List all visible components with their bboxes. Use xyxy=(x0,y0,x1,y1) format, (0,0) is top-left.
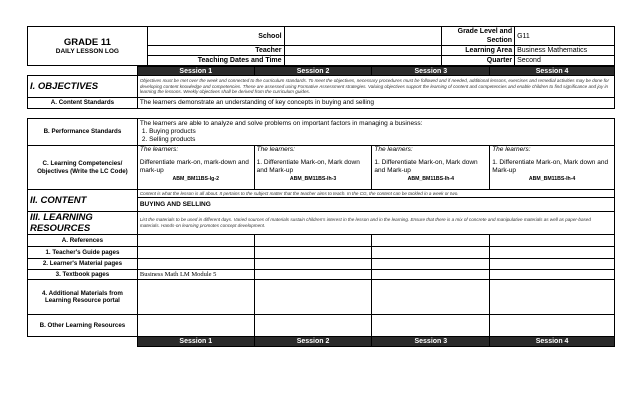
competency-session-2[interactable] xyxy=(254,146,372,190)
textbook-cell[interactable] xyxy=(254,270,372,280)
school-field[interactable] xyxy=(284,27,442,46)
content-standards-row xyxy=(28,98,615,109)
teachers-guide-cell[interactable] xyxy=(137,247,254,259)
competencies-label: C. Learning Competencies/ Objectives (Write the LC Code) xyxy=(28,146,138,190)
content-note: Content is what the lesson is all about. It pertains to the subject matter that the teacher aims to teach. In the CG, the content can be tackled in a week or two. xyxy=(137,190,614,198)
session-3-header: Session 3 xyxy=(372,67,490,76)
objectives-row xyxy=(28,76,615,98)
competency-code: ABM_BM11BS-Ih-3 xyxy=(289,176,337,182)
content-heading: II. CONTENT xyxy=(28,190,138,212)
competency-text: 1. Differentiate Mark-on, Mark down and Mark-up xyxy=(256,159,360,174)
competencies-row xyxy=(28,146,615,190)
content-value[interactable]: BUYING AND SELLING xyxy=(137,198,614,212)
teacher-field[interactable] xyxy=(284,46,442,56)
competency-lead: The learners: xyxy=(374,146,413,153)
session-2-footer: Session 2 xyxy=(254,337,372,347)
lesson-log-table xyxy=(27,66,615,347)
session-header-row-top xyxy=(28,67,615,76)
learners-material-cell[interactable] xyxy=(490,259,615,270)
log-title: DAILY LESSON LOG xyxy=(55,47,119,55)
content-standards-value[interactable]: The learners demonstrate an understanding of key concepts in buying and selling xyxy=(137,98,614,109)
learners-material-cell[interactable] xyxy=(372,259,490,270)
references-cell[interactable] xyxy=(490,235,615,247)
content-standards-label: A. Content Standards xyxy=(28,98,138,109)
additional-materials-cell[interactable] xyxy=(254,280,372,315)
resources-note: List the materials to be used in different days. Varied sources of materials sustain children's interest in the lesson and in the learning. Ensure that there is a mix of concrete and manipulative materials as well as paper-based materials. Hands-on learning promotes concept development. xyxy=(137,212,614,235)
other-resources-cell[interactable] xyxy=(372,315,490,337)
grade-cell xyxy=(28,27,148,66)
competency-text: Differentiate mark-on, mark-down and mark-up xyxy=(139,159,249,174)
other-resources-label: B. Other Learning Resources xyxy=(28,315,138,337)
header-table xyxy=(27,26,615,66)
learning-area-label: Learning Area xyxy=(442,46,515,56)
dates-field[interactable] xyxy=(284,56,442,66)
performance-item-2: 2. Selling products xyxy=(141,136,196,143)
session-2-header: Session 2 xyxy=(254,67,372,76)
teacher-label: Teacher xyxy=(147,46,284,56)
learners-material-label: 2. Learner's Material pages xyxy=(28,259,138,270)
references-row xyxy=(28,235,615,247)
other-resources-row xyxy=(28,315,615,337)
references-label: A. References xyxy=(28,235,138,247)
content-row xyxy=(28,190,615,198)
competency-session-3[interactable] xyxy=(372,146,490,190)
other-resources-cell[interactable] xyxy=(254,315,372,337)
other-resources-cell[interactable] xyxy=(490,315,615,337)
performance-standards-value[interactable] xyxy=(137,119,614,146)
dates-label: Teaching Dates and Time xyxy=(147,56,284,66)
resources-row xyxy=(28,212,615,235)
competency-lead: The learners: xyxy=(492,146,531,153)
session-4-header: Session 4 xyxy=(490,67,615,76)
other-resources-cell[interactable] xyxy=(137,315,254,337)
additional-materials-label: 4. Additional Materials from Learning Resource portal xyxy=(28,280,138,315)
session-1-footer: Session 1 xyxy=(137,337,254,347)
performance-standards-row xyxy=(28,119,615,146)
textbook-cell[interactable] xyxy=(490,270,615,280)
grade-level-label: Grade Level and Section xyxy=(442,27,515,46)
teachers-guide-cell[interactable] xyxy=(254,247,372,259)
textbook-row xyxy=(28,270,615,280)
spacer-row xyxy=(28,109,615,119)
competency-session-4[interactable] xyxy=(490,146,615,190)
additional-materials-cell[interactable] xyxy=(490,280,615,315)
session-3-footer: Session 3 xyxy=(372,337,490,347)
grade-level-field[interactable]: G11 xyxy=(515,27,615,46)
competency-text: 1. Differentiate Mark-on, Mark down and Mark-up xyxy=(374,159,478,174)
competency-lead: The learners: xyxy=(256,146,295,153)
session-4-footer: Session 4 xyxy=(490,337,615,347)
school-label: School xyxy=(147,27,284,46)
competency-code: ABM_BM11BS-Ig-2 xyxy=(172,176,219,182)
performance-item-1: 1. Buying products xyxy=(141,128,196,135)
session-1-header: Session 1 xyxy=(137,67,254,76)
textbook-value[interactable]: Business Math LM Module 5 xyxy=(137,270,254,280)
performance-intro: The learners are able to analyze and solve problems on important factors in managing a business: xyxy=(139,120,423,127)
objectives-heading: I. OBJECTIVES xyxy=(28,76,138,98)
teachers-guide-cell[interactable] xyxy=(490,247,615,259)
objectives-note: Objectives must be met over the week and connected to the curriculum standards. To meet the objectives, necessary procedures must be followed and if needed, additional lessons, exercises and remedial activities may be done for developing content knowledge and competencies. These are assessed using Formative Assessment strategies. Valuing objectives support the learning of content and competencies and enable children to find significance and joy in learning the lessons. Weekly objectives shall be derived from the curriculum guides. xyxy=(137,76,614,98)
learners-material-row xyxy=(28,259,615,270)
references-cell[interactable] xyxy=(254,235,372,247)
quarter-label: Quarter xyxy=(442,56,515,66)
quarter-field[interactable]: Second xyxy=(515,56,615,66)
references-cell[interactable] xyxy=(372,235,490,247)
competency-text: 1. Differentiate Mark-on, Mark down and Mark-up xyxy=(492,159,609,174)
resources-heading: III. LEARNING RESOURCES xyxy=(28,212,138,235)
learners-material-cell[interactable] xyxy=(254,259,372,270)
teachers-guide-cell[interactable] xyxy=(372,247,490,259)
competency-code: ABM_BM11BS-Ih-4 xyxy=(528,176,576,182)
additional-materials-cell[interactable] xyxy=(137,280,254,315)
learners-material-cell[interactable] xyxy=(137,259,254,270)
competency-lead: The learners: xyxy=(139,146,179,153)
additional-materials-row xyxy=(28,280,615,315)
learning-area-field[interactable]: Business Mathematics xyxy=(515,46,615,56)
performance-standards-label: B. Performance Standards xyxy=(28,119,138,146)
teachers-guide-label: 1. Teacher's Guide pages xyxy=(28,247,138,259)
session-header-row-bottom xyxy=(28,337,615,347)
competency-code: ABM_BM11BS-Ih-4 xyxy=(407,176,455,182)
textbook-label: 3. Textbook pages xyxy=(28,270,138,280)
references-cell[interactable] xyxy=(137,235,254,247)
teachers-guide-row xyxy=(28,247,615,259)
grade-title: GRADE 11 xyxy=(63,36,111,48)
competency-session-1[interactable] xyxy=(137,146,254,190)
additional-materials-cell[interactable] xyxy=(372,280,490,315)
textbook-cell[interactable] xyxy=(372,270,490,280)
